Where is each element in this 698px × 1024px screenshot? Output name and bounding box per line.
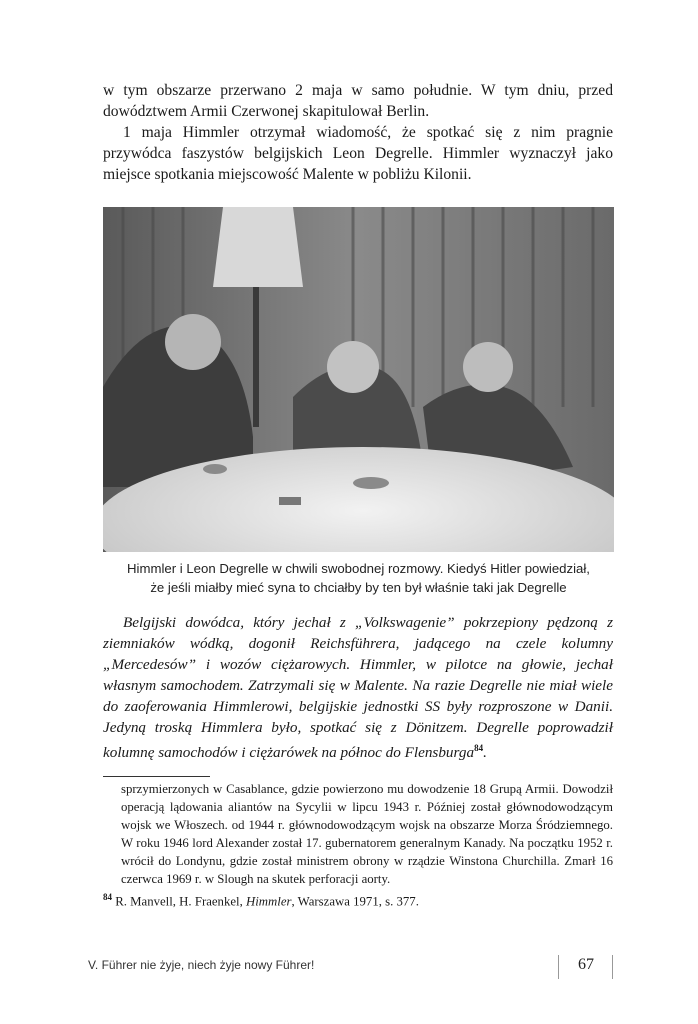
footnote-number: 84 [103,892,112,902]
body-text [103,80,613,185]
footnote-continuation: sprzymierzonych w Casablance, gdzie powierzono mu dowodzenie 18 Grupą Armii. Dowodził operacją lądowania aliantów na Sycylii w lipcu 1943 r. Później został głównodowodzącym wojsk we Włoszech. od 1944 r. głównodowodzącym wojsk na obszarze Morza Śródziemnego. W roku 1946 lord Alexander został 17. gubernatorem generalnym Kanady. Na początku 1952 r. wrócił do Londynu, gdzie został ministrem obrony w rządzie Winstona Churchilla. Zmarł 16 czerwca 1969 r. w Slough na skutek perforacji aorty. [121,782,613,886]
footer-divider-left [558,955,559,979]
footnote-reference[interactable]: 84 [474,743,484,753]
historical-photo [103,207,614,552]
footnote-details: , Warszawa 1971, s. 377. [291,894,419,909]
quote-block [103,612,613,763]
footnote-authors: R. Manvell, H. Fraenkel, [115,894,243,909]
caption-line-1: Himmler i Leon Degrelle w chwili swobodnej rozmowy. Kiedyś Hitler powiedział, [127,561,590,576]
footnote-book-title: Himmler [246,894,292,909]
footnote-divider [103,776,210,777]
paragraph-2: 1 maja Himmler otrzymał wiadomość, że spotkać się z nim pragnie przywódca faszystów belgijskich Leon Degrelle. Himmler wyznaczył jako miejsce spotkania miejscowość Malente w pobliżu Kilonii. [103,124,613,183]
footer-divider-right [612,955,613,979]
caption-line-2: że jeśli miałby mieć syna to chciałby by ten był właśnie taki jak Degrelle [150,580,567,595]
running-footer: V. Führer nie żyje, niech żyje nowy Führer! [88,958,315,972]
quote-text: Belgijski dowódca, który jechał z „Volkswagenie” pokrzepiony pędzoną z ziemniaków wódką, dogonił Reichsführera, jadącego na czele kolumny „Mercedesów” i wozów ciężarowych. Himmler, w pilotce na głowie, jechał własnym samochodem. Zatrzymali się w Malente. Na razie Degrelle nie miał wiele do zaoferowania Himmlerowi, belgijskie jednostki SS były rozproszone w Danii. Jedyną troską Himmlera było, spotkać się z Dönitzem. Degrelle poprowadził kolumnę samochodów i ciężarówek na północ do Flensburga [103,614,613,762]
footnote-84 [103,888,613,910]
quote-paragraph: Belgijski dowódca, który jechał z „Volkswagenie” pokrzepiony pędzoną z ziemniaków wódką, dogonił Reichsführera, jadącego na czele kolumny „Mercedesów” i wozów ciężarowych. Himmler, w pilotce na głowie, jechał własnym samochodem. Zatrzymali się w Malente. Na razie Degrelle nie miał wiele do zaoferowania Himmlerowi, belgijskie jednostki SS były rozproszone w Danii. Jedyną troską Himmlera było, spotkać się z Dönitzem. Degrelle poprowadził kolumnę samochodów i ciężarówek na północ do Flensburga$^{84}$. [103,614,613,762]
paragraph-1: w tym obszarze przerwano 2 maja w samo południe. W tym dniu, przed dowództwem Armii Czerwonej skapitulował Berlin. [103,82,613,120]
footnotes [103,780,613,910]
photo-caption [103,559,614,597]
photo-illustration [103,207,614,552]
page-number: 67 [578,956,594,973]
